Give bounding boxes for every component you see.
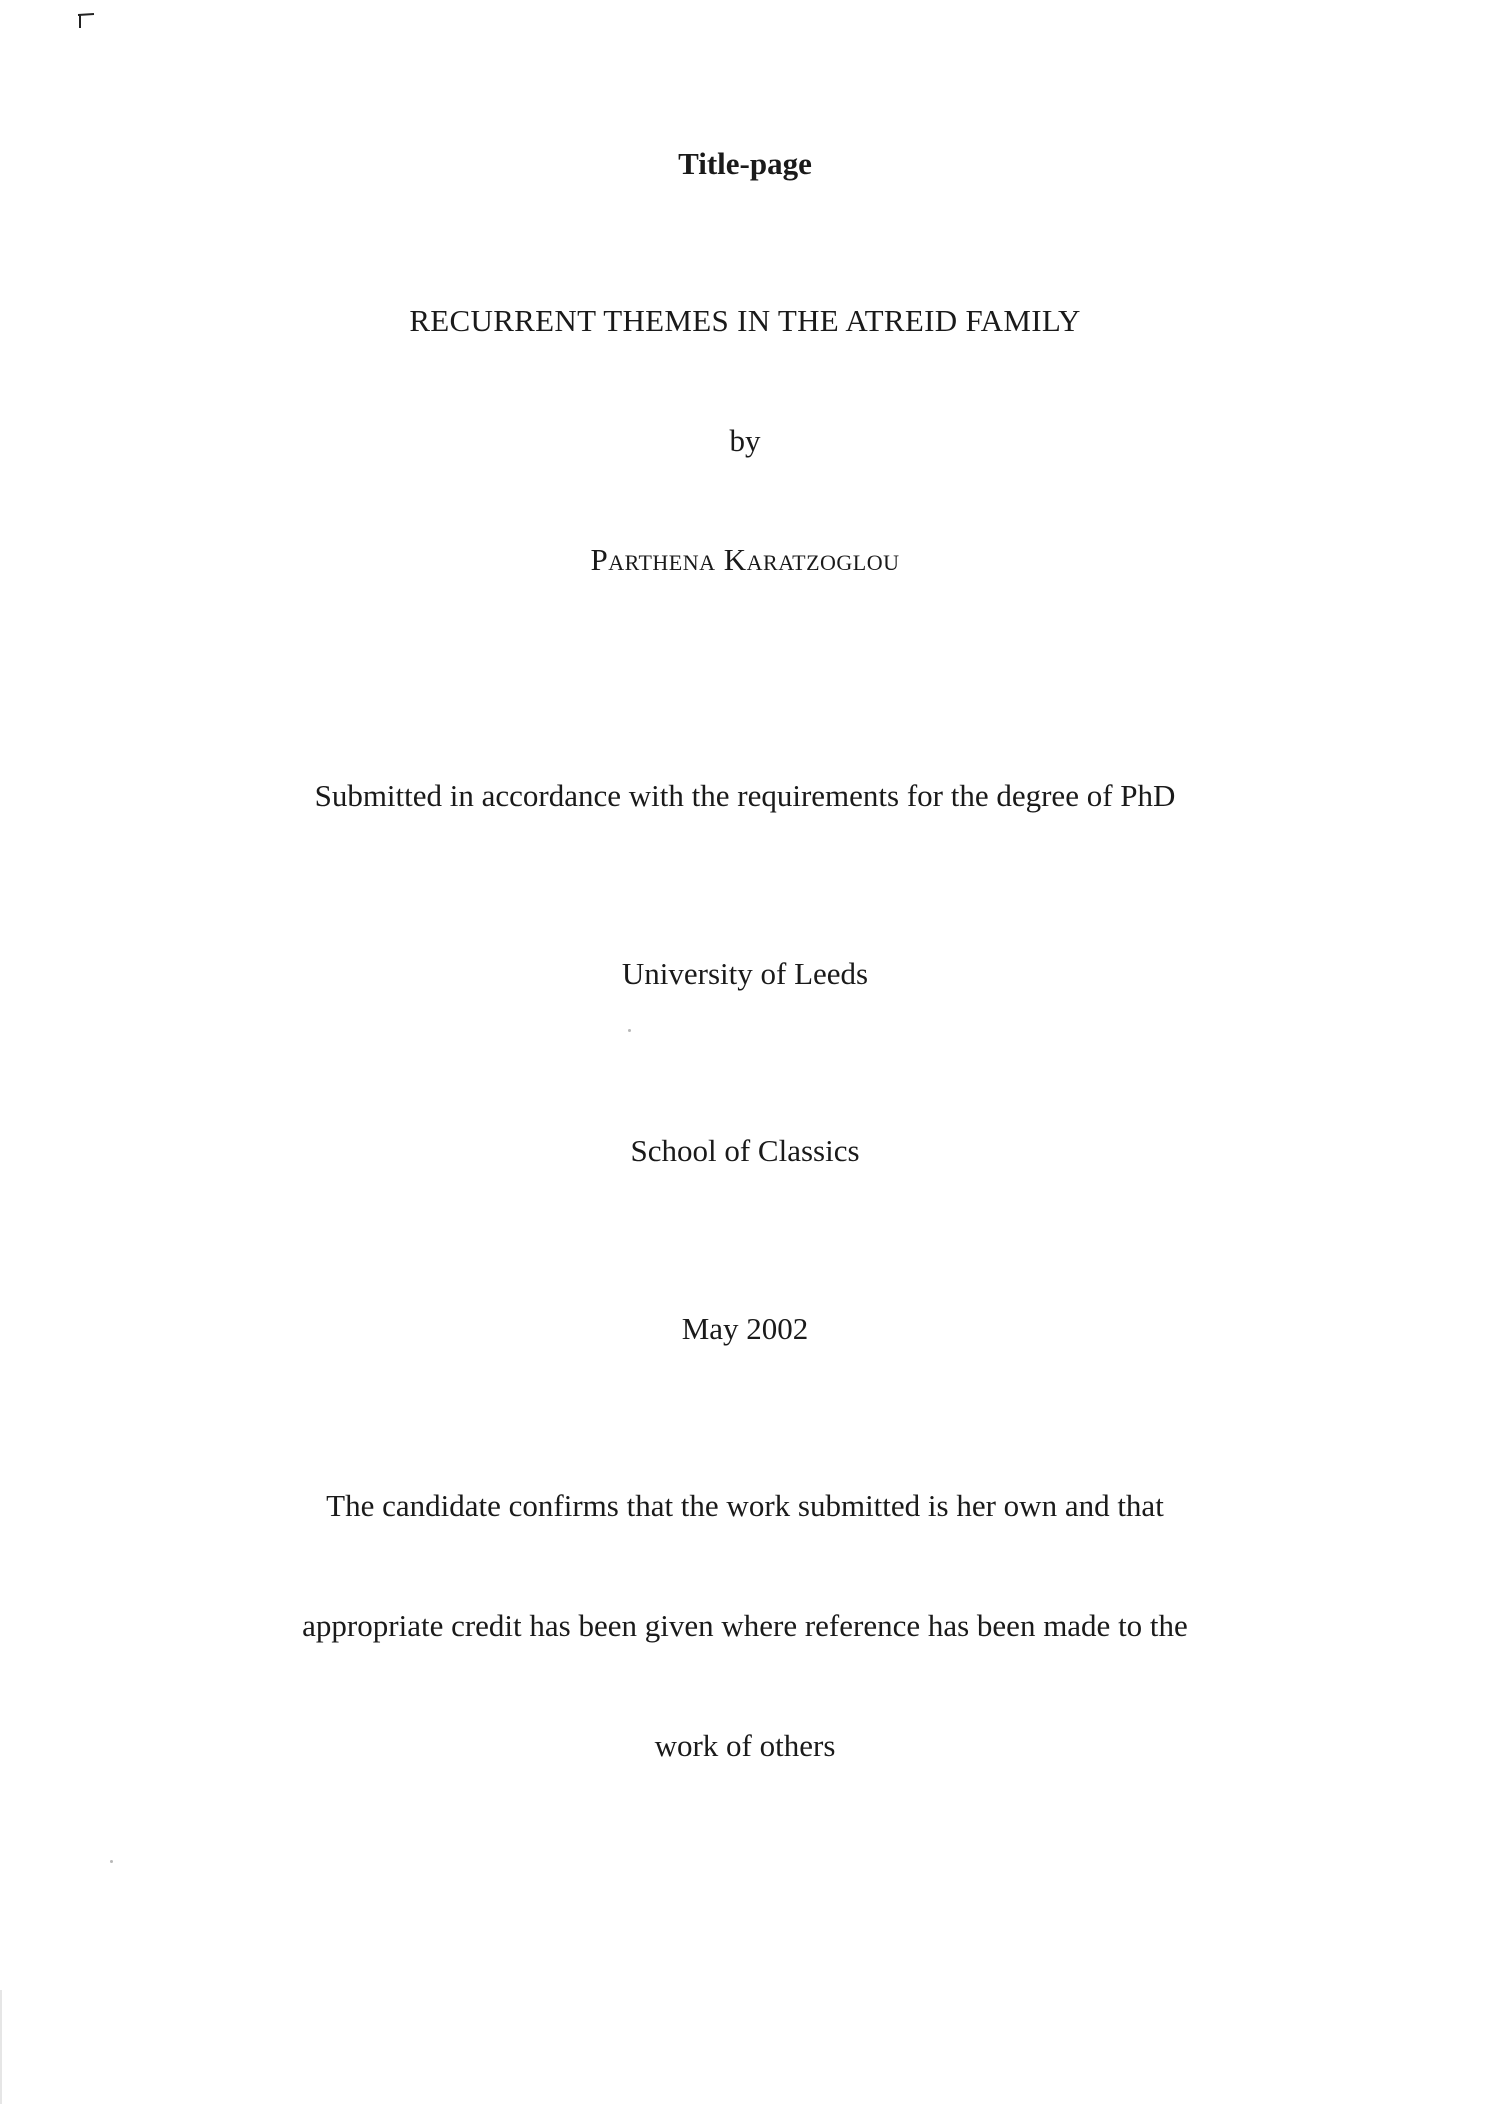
- by-label: by: [729, 423, 761, 458]
- scan-corner-mark: [76, 12, 96, 30]
- thesis-title: RECURRENT THEMES IN THE ATREID FAMILY: [409, 303, 1081, 338]
- scan-speck: [110, 1860, 113, 1863]
- submission-date: May 2002: [681, 1311, 809, 1346]
- school-name: School of Classics: [630, 1133, 860, 1168]
- author-name: Parthena Karatzoglou: [590, 542, 900, 577]
- scan-edge-shadow: [0, 1990, 2, 2104]
- declaration-line: The candidate confirms that the work submitted is her own and that: [326, 1488, 1164, 1523]
- degree-statement: Submitted in accordance with the requirements for the degree of PhD: [314, 778, 1176, 813]
- declaration-line: appropriate credit has been given where reference has been made to the: [302, 1608, 1188, 1643]
- declaration-line: work of others: [654, 1728, 836, 1763]
- scan-speck: [628, 1029, 631, 1032]
- page-heading: Title-page: [678, 146, 812, 181]
- university-name: University of Leeds: [621, 956, 869, 991]
